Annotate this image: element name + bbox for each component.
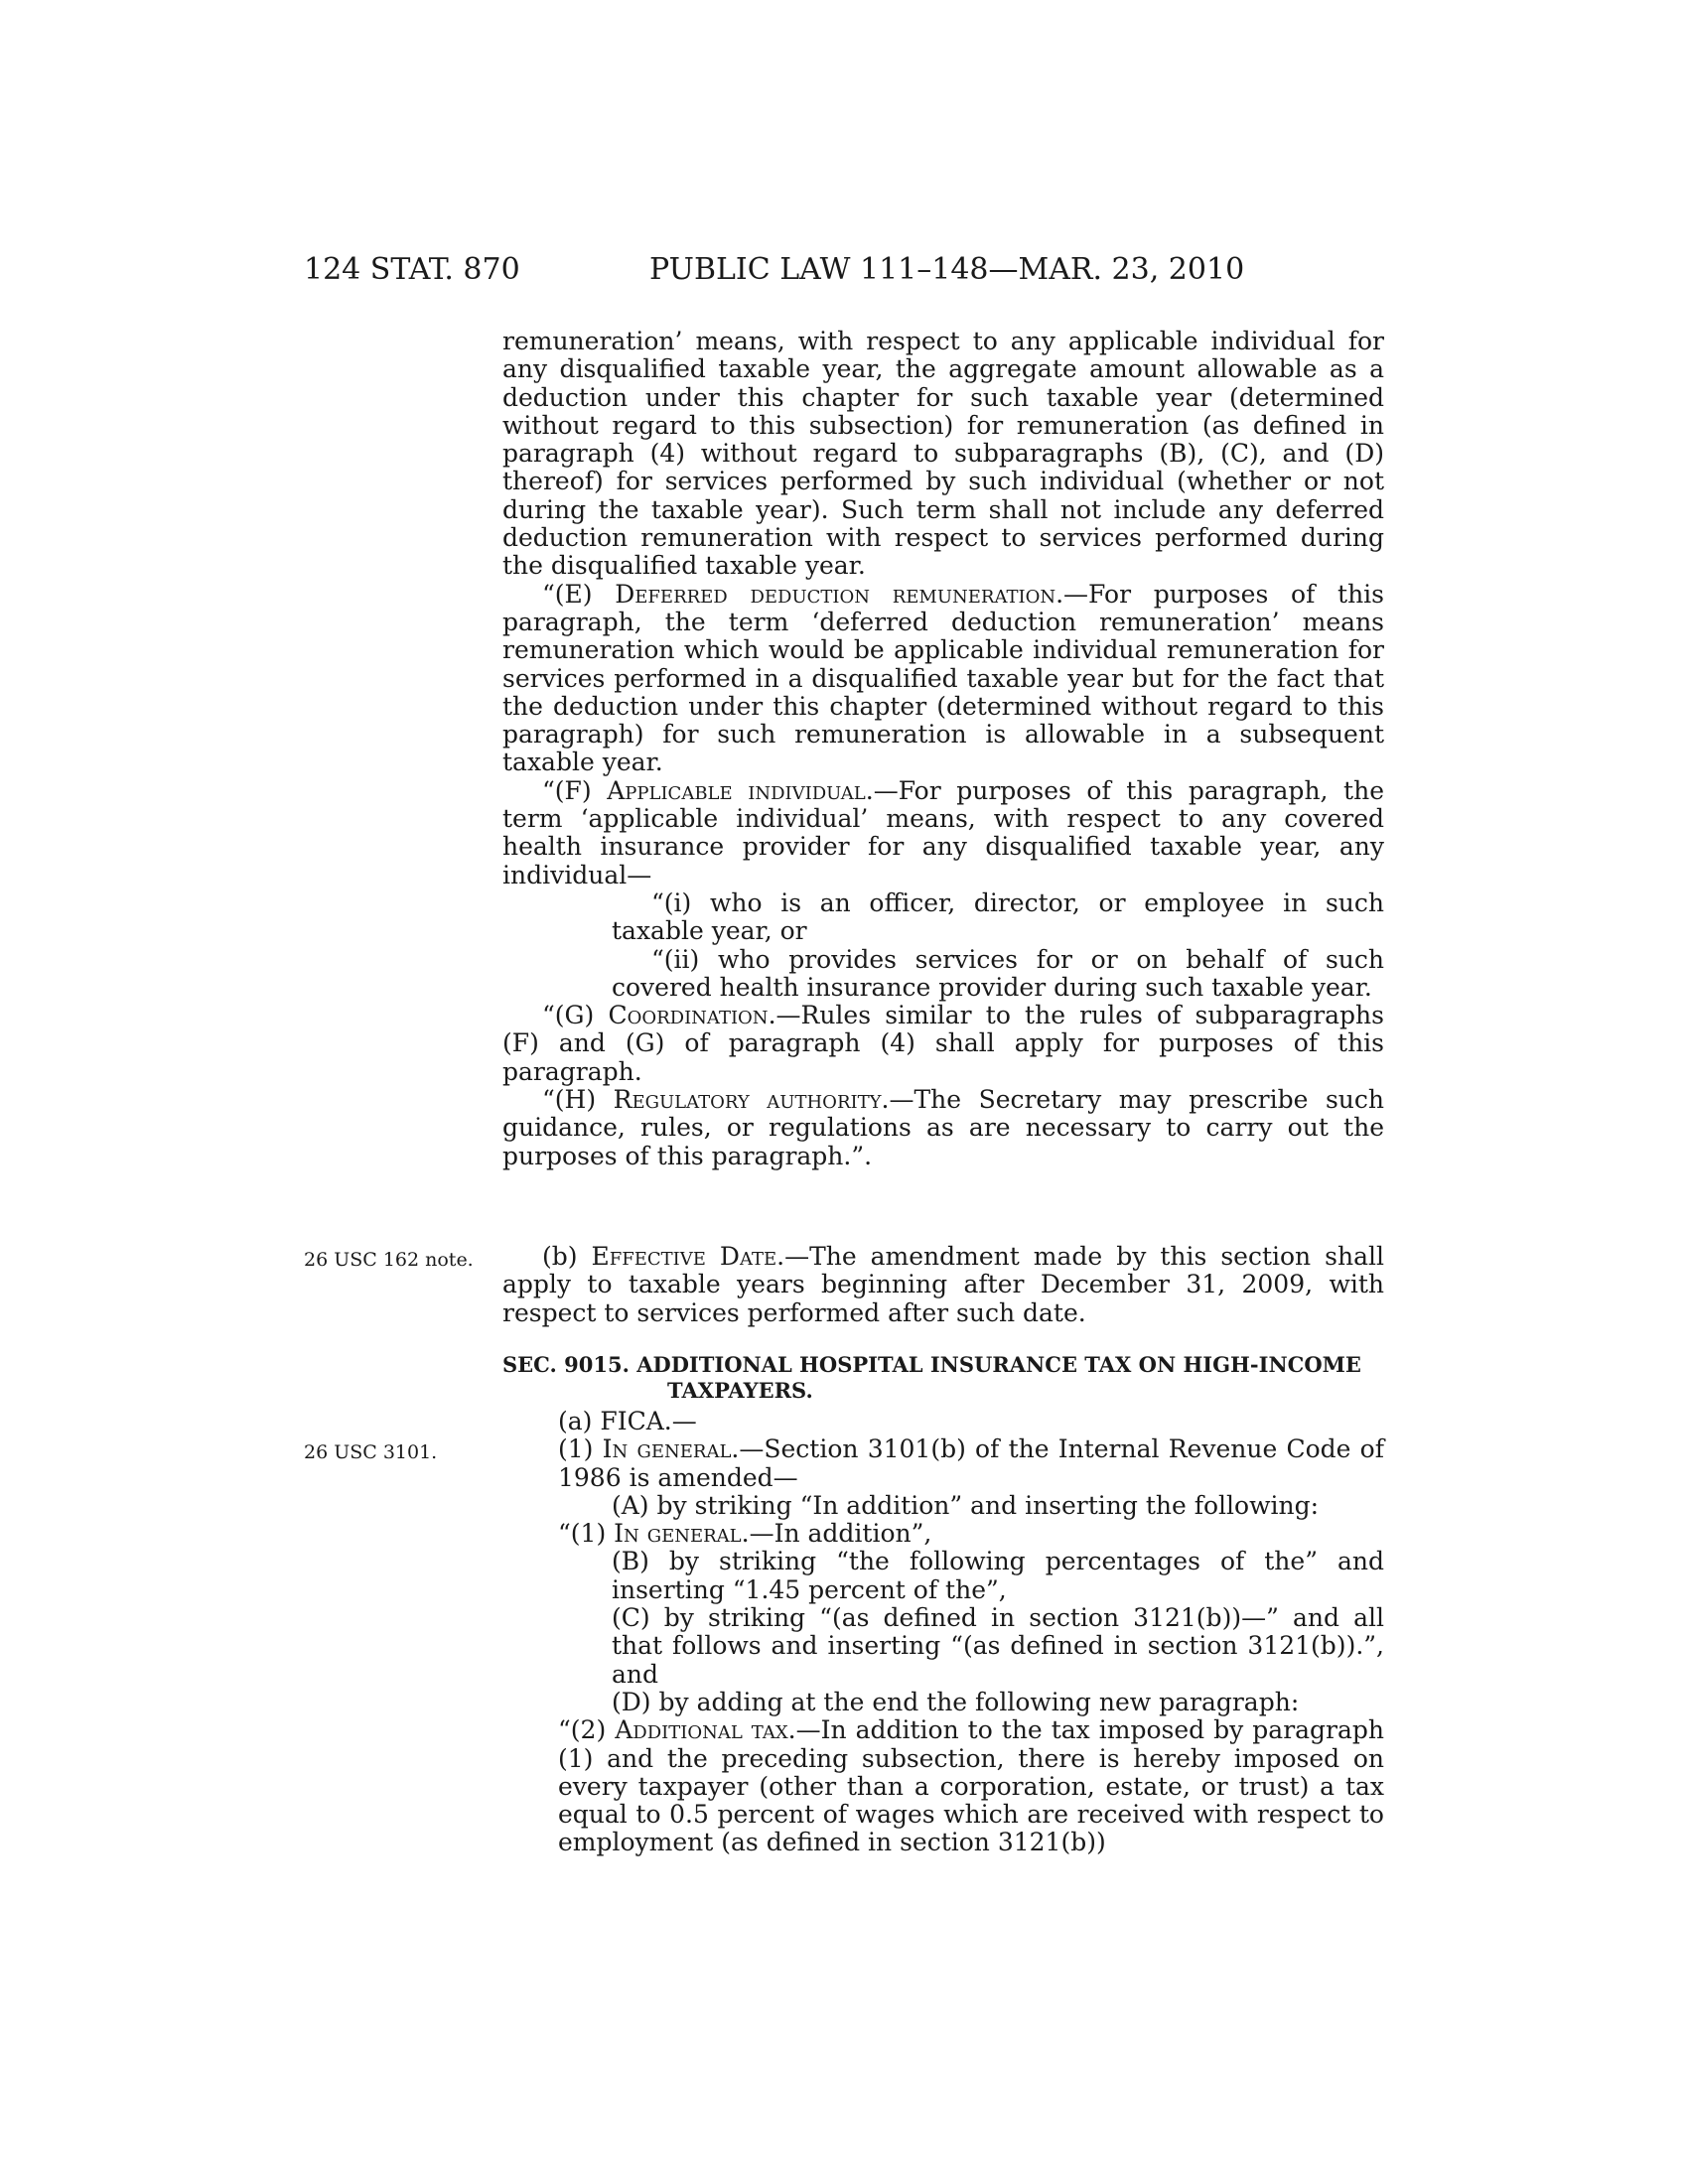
subsection-b: (b) Effective Date.—The amendment made by this section shall apply to taxable years beginning after December 31, 2009, with respect to services performed after such date. — [502, 1242, 1384, 1327]
section-9015-text — [502, 1408, 1384, 1857]
subparagraph-A: (A) by striking “In addition” and inserting the following: — [612, 1490, 1320, 1520]
subparagraph-e: “(E) Deferred deduction remuneration.—For purposes of this paragraph, the term ‘deferred deduction remuneration’ means remuneration which would be applicable individual remuneration for services performed in a disqualified taxable year but for the fact that the deduction under this chapter (determined without regard to this paragraph) for such remuneration is allowable in a subsequent taxable year. — [502, 579, 1385, 777]
subparagraph-B: (B) by striking “the following percentages of the” and inserting “1.45 percent of the”, — [612, 1547, 1384, 1604]
clause-i: “(i) who is an officer, director, or employee in such taxable year, or — [612, 887, 1384, 946]
paragraph-1: (1) In general.—Section 3101(b) of the Internal Revenue Code of 1986 is amended— — [558, 1434, 1384, 1492]
effective-date-block — [502, 1243, 1384, 1327]
subparagraph-f: “(F) Applicable individual.—For purposes of this paragraph, the term ‘applicable individual’ means, with respect to any covered health insurance provider for any disqualified taxable year, any individual— — [502, 775, 1385, 889]
margin-note-usc-3101: 26 USC 3101. — [304, 1441, 438, 1463]
subparagraph-D: (D) by adding at the end the following new paragraph: — [612, 1687, 1300, 1716]
margin-note-usc-162: 26 USC 162 note. — [304, 1249, 474, 1271]
subparagraph-h-heading: Regulatory authority — [613, 1085, 882, 1115]
quoted-paragraph-2-heading: Additional tax — [615, 1715, 788, 1745]
paragraph-remuneration: remuneration’ means, with respect to any applicable individual for any disqualified taxable year, the aggregate amount allowable as a deduction under this chapter for such taxable year (determined without regard to this subsection) for remuneration (as defined in paragraph (4) without regard to subparagraphs (B), (C), and (D) thereof) for services performed by such individual (whether or not during the taxable year). Such term shall not include any deferred deduction remuneration with respect to services performed during the disqualified taxable year. — [502, 327, 1384, 581]
continued-text-block — [502, 328, 1384, 1170]
page-stat-number: 124 STAT. 870 — [304, 252, 520, 287]
subparagraph-g-heading: Coordination — [608, 1001, 769, 1030]
subsection-b-heading: Effective Date — [591, 1242, 777, 1271]
paragraph-1-heading: In general — [602, 1434, 732, 1464]
quoted-paragraph-1: “(1) In general.—In addition”, — [558, 1519, 932, 1549]
clause-ii: “(ii) who provides services for or on behalf of such covered health insurance provider during such taxable year. — [612, 944, 1384, 1002]
subparagraph-g: “(G) Coordination.—Rules similar to the rules of subparagraphs (F) and (G) of paragraph (4) shall apply for purposes of this paragraph. — [502, 1001, 1384, 1086]
section-heading: SEC. 9015. ADDITIONAL HOSPITAL INSURANCE TAX ON HIGH-INCOME TAXPAYERS. — [502, 1352, 1361, 1403]
subparagraph-f-heading: Applicable individual — [607, 775, 866, 805]
subparagraph-h: “(H) Regulatory authority.—The Secretary may prescribe such guidance, rules, or regulations as are necessary to carry out the purposes of this paragraph.”. — [502, 1085, 1384, 1170]
subparagraph-e-heading: Deferred deduction remuneration — [615, 579, 1056, 609]
quoted-paragraph-2: “(2) Additional tax.—In addition to the tax imposed by paragraph (1) and the preceding subsection, there is hereby imposed on every taxpayer (other than a corporation, estate, or trust) a tax equal to 0.5 percent of wages which are received with respect to employment (as defined in section 3121(b)) — [558, 1715, 1385, 1857]
running-header: PUBLIC LAW 111–148—MAR. 23, 2010 — [649, 252, 1245, 287]
quoted-paragraph-1-heading: In general — [614, 1519, 742, 1549]
subsection-a: (a) FICA.— — [558, 1407, 697, 1435]
subparagraph-C: (C) by striking “(as defined in section 3121(b))—” and all that follows and inserting “(as defined in section 3121(b)).”, and — [612, 1603, 1384, 1689]
